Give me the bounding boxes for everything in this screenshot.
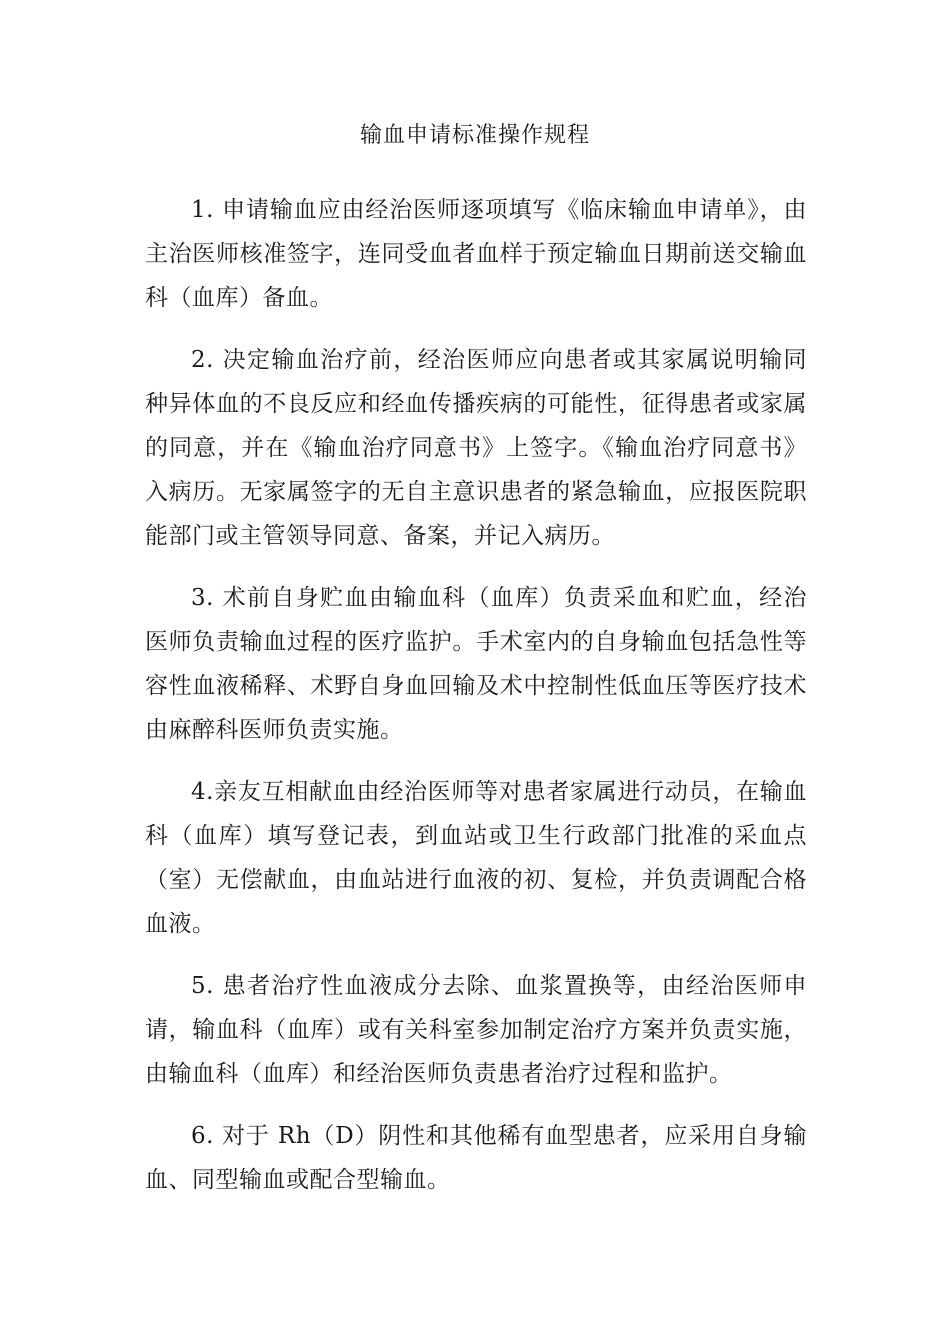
paragraph-1: 1. 申请输血应由经治医师逐项填写《临床输血申请单》，由主治医师核准签字，连同受血者血样于预定输血日期前送交输血科（血库）备血。 xyxy=(145,197,807,311)
paragraph-2: 2. 决定输血治疗前，经治医师应向患者或其家属说明输同种异体血的不良反应和经血传播疾病的可能性，征得患者或家属的同意，并在《输血治疗同意书》上签字。《输血治疗同意书》入病历。无家属签字的无自主意识患者的紧急输血，应报医院职能部门或主管领导同意、备案，并记入病历。 xyxy=(145,347,807,549)
paragraph-6: 6. 对于 Rh（D）阴性和其他稀有血型患者，应采用自身输血、同型输血或配合型输血。 xyxy=(145,1123,807,1193)
document-body xyxy=(145,188,807,1220)
paragraph-3: 3. 术前自身贮血由输血科（血库）负责采血和贮血，经治医师负责输血过程的医疗监护。手术室内的自身输血包括急性等容性血液稀释、术野自身血回输及术中控制性低血压等医疗技术由麻醉科医师负责实施。 xyxy=(145,585,807,743)
paragraph-5: 5. 患者治疗性血液成分去除、血浆置换等，由经治医师申请，输血科（血库）或有关科室参加制定治疗方案并负责实施，由输血科（血库）和经治医师负责患者治疗过程和监护。 xyxy=(145,973,807,1087)
paragraph-4: 4.亲友互相献血由经治医师等对患者家属进行动员，在输血科（血库）填写登记表，到血站或卫生行政部门批准的采血点（室）无偿献血，由血站进行血液的初、复检，并负责调配合格血液。 xyxy=(145,779,807,937)
document-title: 输血申请标准操作规程 xyxy=(359,123,590,148)
